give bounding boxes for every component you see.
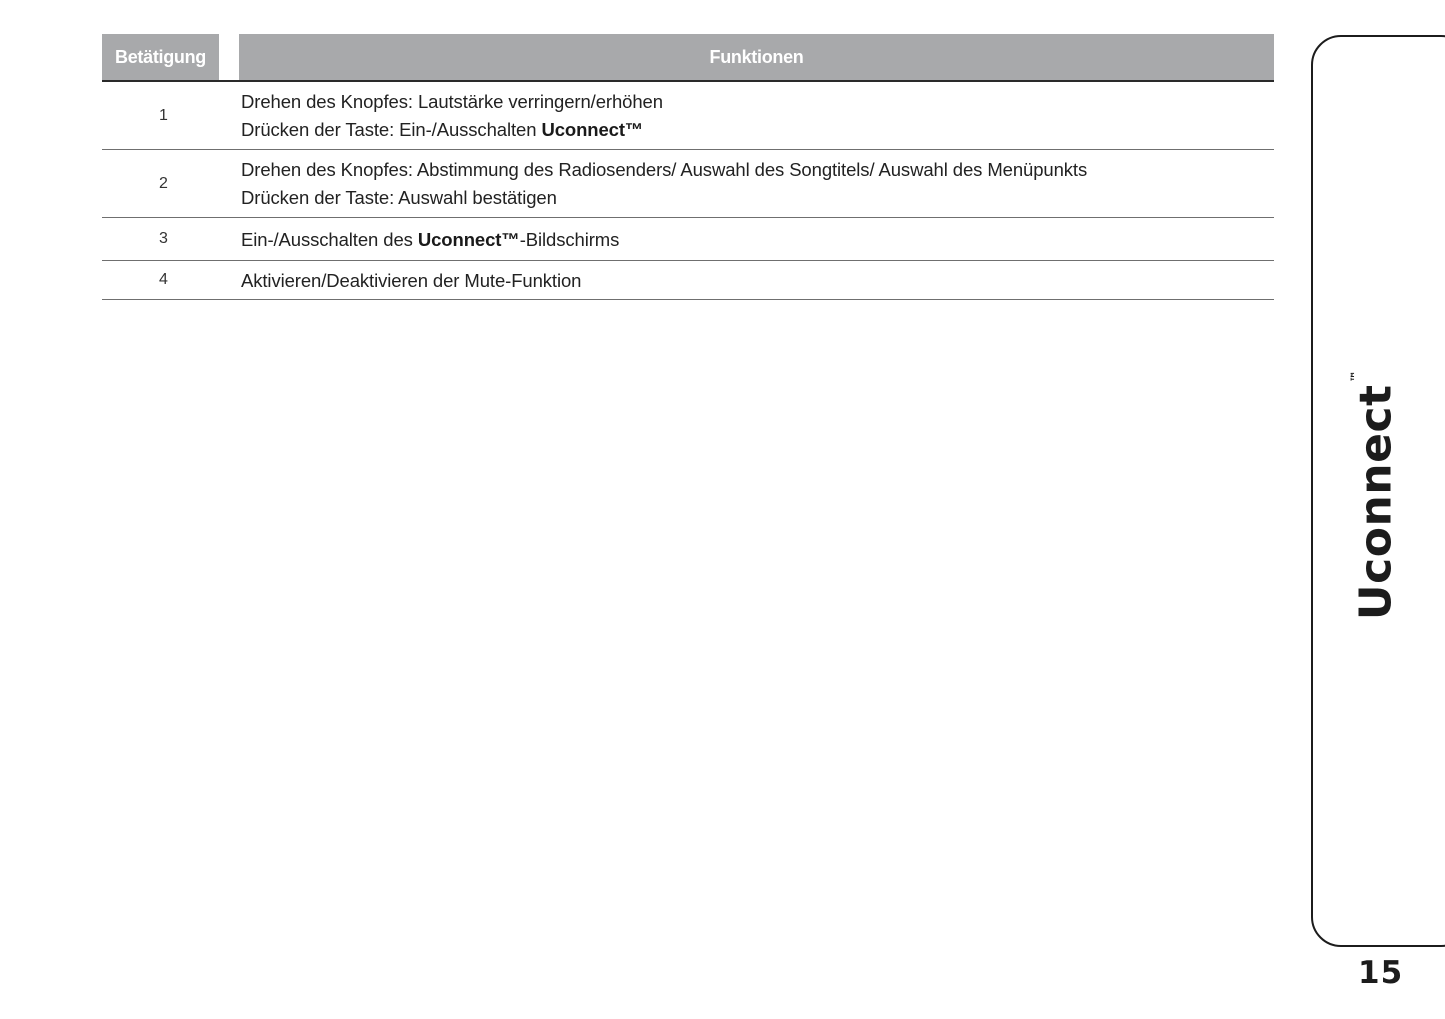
row-number: 1 (159, 106, 168, 124)
chapter-title (1348, 369, 1402, 621)
function-text: Ein-/Ausschalten des (241, 229, 418, 250)
row-number: 4 (159, 271, 168, 288)
function-line (241, 116, 1274, 144)
row-number: 3 (159, 230, 168, 247)
table-row (102, 150, 1274, 218)
header-functions: Funktionen (239, 34, 1274, 80)
row-functions (241, 218, 1274, 260)
function-line (241, 156, 1274, 184)
chapter-title-text: Uconnect (1350, 384, 1402, 621)
table-header (102, 34, 1274, 82)
functions-table (102, 34, 1274, 300)
function-text: Drücken der Taste: Ein-/Ausschalten (241, 118, 542, 140)
row-functions (241, 150, 1274, 217)
function-line (241, 184, 1274, 212)
function-text: Aktivieren/Deaktivieren der Mute-Funktion (241, 270, 582, 291)
function-line (241, 267, 1274, 295)
brand-name: Uconnect™ (541, 118, 644, 140)
table-row (102, 218, 1274, 261)
row-functions (241, 261, 1274, 299)
function-text: -Bildschirms (519, 229, 620, 250)
row-functions (241, 82, 1274, 149)
function-text: Drehen des Knopfes: Abstimmung des Radiosenders/ Auswahl des Songtitels/ Auswahl des Menüpunkts (241, 158, 1088, 180)
trademark-symbol: ™ (1348, 369, 1363, 383)
function-line (241, 226, 1274, 254)
function-text: Drehen des Knopfes: Lautstärke verringern/erhöhen (241, 90, 663, 112)
function-text: Drücken der Taste: Auswahl bestätigen (241, 186, 557, 208)
row-number: 2 (159, 174, 168, 192)
table-row (102, 261, 1274, 300)
header-actuation: Betätigung (102, 34, 219, 80)
function-line (241, 88, 1274, 116)
page-number: 15 (1358, 955, 1404, 991)
table-row (102, 82, 1274, 150)
brand-name: Uconnect™ (417, 229, 520, 250)
